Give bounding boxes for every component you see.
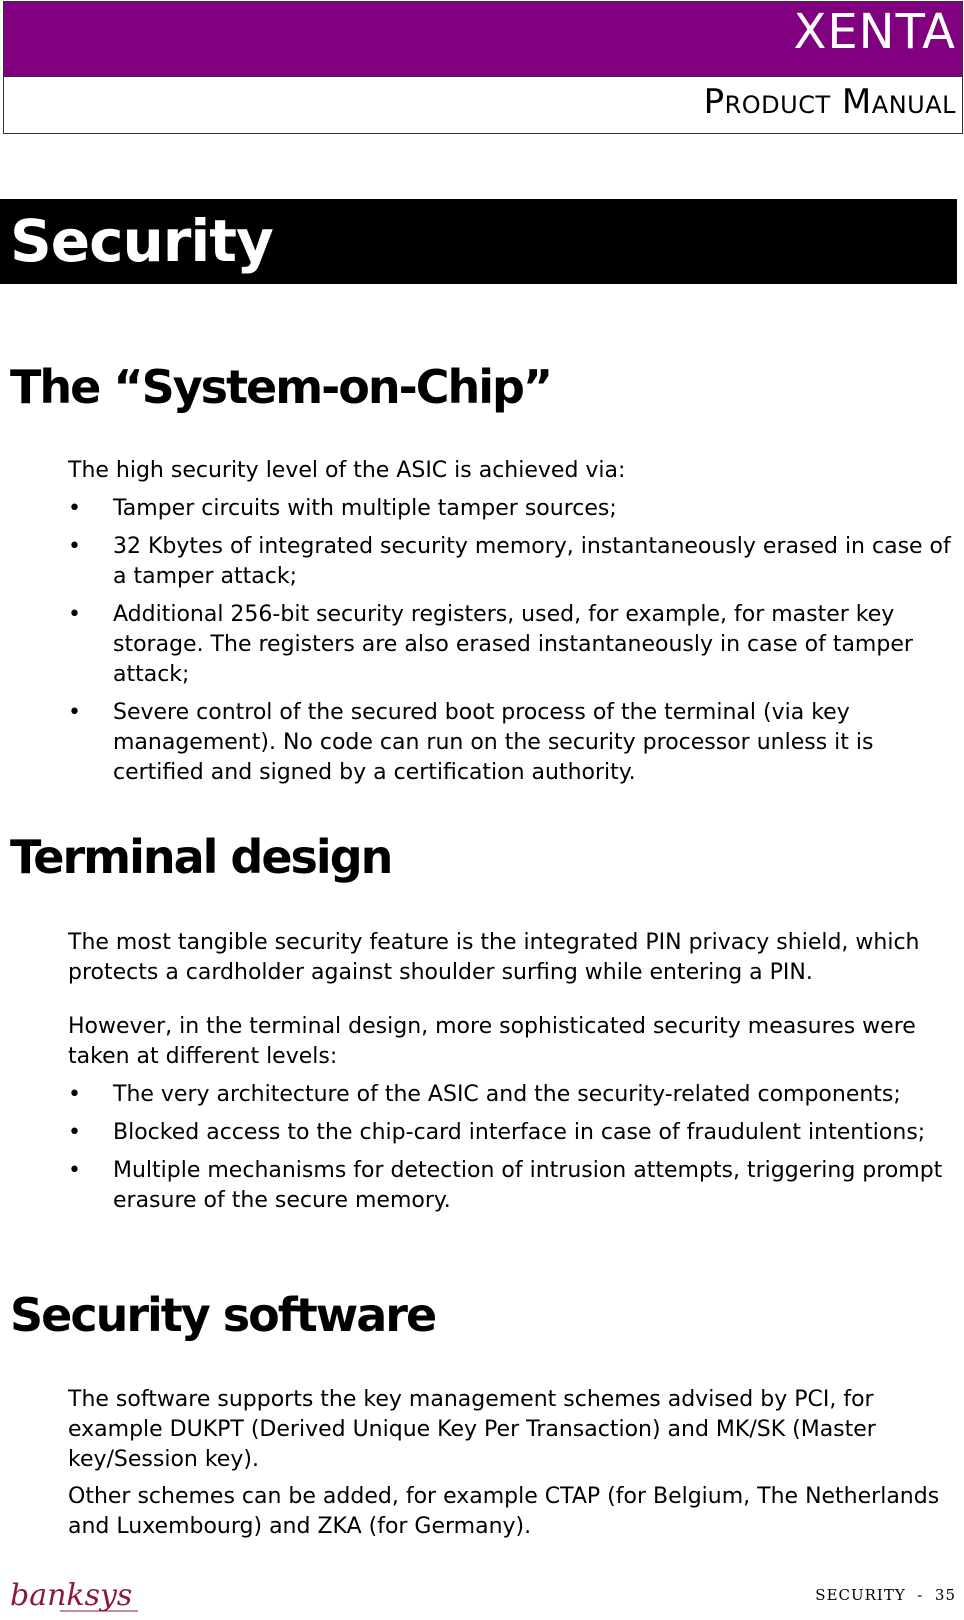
list-item: • Tamper circuits with multiple tamper sources;: [68, 494, 958, 524]
list-item: • Multiple mechanisms for detection of intrusion attempts, triggering prompt erasure of the secure memory.: [68, 1156, 958, 1216]
chapter-title: Security: [10, 207, 273, 275]
list-item: • 32 Kbytes of integrated security memory, instantaneously erased in case of a tamper attack;: [68, 532, 958, 592]
page-footer-label: SECURITY - 35: [815, 1586, 956, 1604]
chapter-bar: [0, 199, 957, 284]
banksys-logo: [10, 1575, 145, 1619]
section-paragraph: The most tangible security feature is the integrated PIN privacy shield, which protects a cardholder against shoulder surfing while entering a PIN.: [68, 930, 920, 985]
section-heading-security-software: Security software: [10, 1288, 436, 1342]
header-band: [4, 2, 962, 77]
manual-subtitle: Product Manual: [703, 82, 956, 122]
section-paragraph: Other schemes can be added, for example CTAP (for Belgium, The Netherlands and Luxembourg) and ZKA (for Germany).: [68, 1484, 940, 1539]
brand-title: XENTA: [793, 4, 956, 60]
section-paragraph: The software supports the key management schemes advised by PCI, for example DUKPT (Derived Unique Key Per Transaction) and MK/SK (Master key/Session key).: [68, 1387, 876, 1472]
list-item: • Severe control of the secured boot process of the terminal (via key management). No code can run on the security processor unless it is certified and signed by a certification authority.: [68, 698, 958, 788]
section-heading-terminal-design: Terminal design: [10, 830, 392, 884]
list-item: • Blocked access to the chip-card interface in case of fraudulent intentions;: [68, 1118, 958, 1148]
bullet-list-terminal-design: [68, 1080, 958, 1224]
list-item: • Additional 256-bit security registers, used, for example, for master key storage. The registers are also erased instantaneously in case of tamper attack;: [68, 600, 958, 690]
section-paragraph: However, in the terminal design, more sophisticated security measures were taken at different levels:: [68, 1014, 916, 1069]
page-header: [3, 1, 963, 134]
section-intro: The high security level of the ASIC is achieved via:: [68, 458, 626, 483]
list-item: • The very architecture of the ASIC and the security-related components;: [68, 1080, 958, 1110]
bullet-list-system-on-chip: [68, 494, 958, 796]
logo-wordmark: banksys: [10, 1578, 133, 1613]
section-heading-system-on-chip: The “System-on-Chip”: [10, 360, 552, 414]
